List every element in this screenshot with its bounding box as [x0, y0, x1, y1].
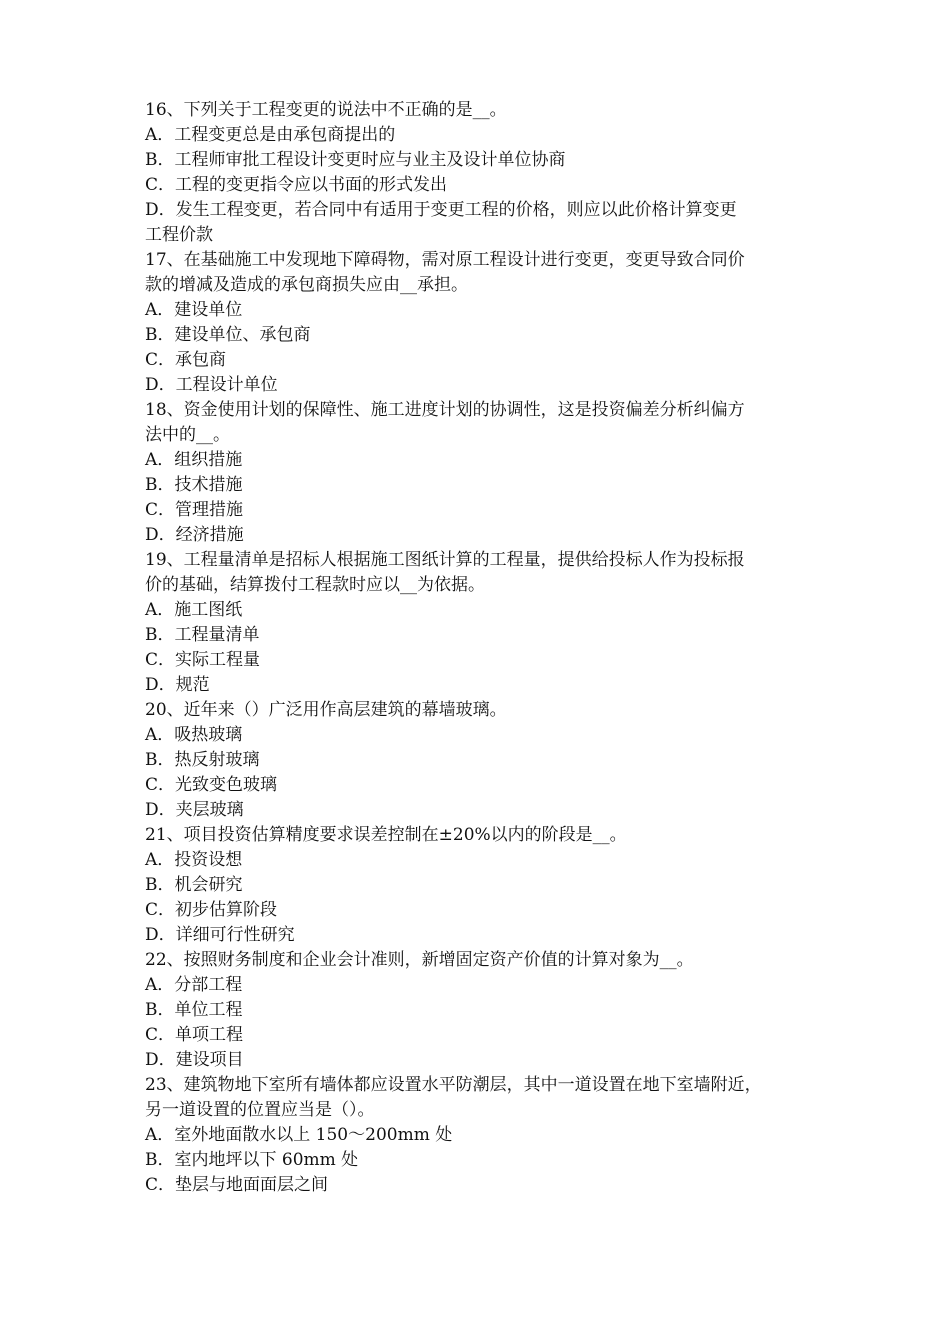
q21-option-b: B．机会研究 — [145, 875, 243, 895]
q16-option-c: C．工程的变更指令应以书面的形式发出 — [145, 175, 448, 195]
q23-option-c: C．垫层与地面面层之间 — [145, 1175, 329, 1195]
q23-option-a: A．室外地面散水以上 150～200mm 处 — [145, 1125, 453, 1145]
q16-option-d: D．发生工程变更，若合同中有适用于变更工程的价格，则应以此价格计算变更 — [145, 200, 737, 220]
q18-stem-cont: 法中的__。 — [145, 425, 230, 445]
q21-stem: 21、项目投资估算精度要求误差控制在±20%以内的阶段是__。 — [145, 825, 627, 845]
q19-stem-cont: 价的基础，结算拨付工程款时应以__为依据。 — [145, 575, 485, 595]
q23-option-b: B．室内地坪以下 60mm 处 — [145, 1150, 359, 1170]
q20-option-c: C．光致变色玻璃 — [145, 775, 278, 795]
q17-stem-cont: 款的增减及造成的承包商损失应由__承担。 — [145, 275, 468, 295]
q18-option-a: A．组织措施 — [145, 450, 243, 470]
q20-option-a: A．吸热玻璃 — [145, 725, 243, 745]
q20-option-b: B．热反射玻璃 — [145, 750, 260, 770]
q16-option-a: A．工程变更总是由承包商提出的 — [145, 125, 396, 145]
q17-stem: 17、在基础施工中发现地下障碍物，需对原工程设计进行变更，变更导致合同价 — [145, 250, 745, 270]
q22-option-d: D．建设项目 — [145, 1050, 244, 1070]
q17-option-a: A．建设单位 — [145, 300, 243, 320]
q21-option-d: D．详细可行性研究 — [145, 925, 295, 945]
q21-option-a: A．投资设想 — [145, 850, 243, 870]
q23-stem: 23、建筑物地下室所有墙体都应设置水平防潮层，其中一道设置在地下室墙附近， — [145, 1075, 762, 1095]
q18-stem: 18、资金使用计划的保障性、施工进度计划的协调性，这是投资偏差分析纠偏方 — [145, 400, 745, 420]
q19-option-b: B．工程量清单 — [145, 625, 260, 645]
q22-option-b: B．单位工程 — [145, 1000, 243, 1020]
q19-option-a: A．施工图纸 — [145, 600, 243, 620]
q19-option-c: C．实际工程量 — [145, 650, 261, 670]
q17-option-b: B．建设单位、承包商 — [145, 325, 311, 345]
q16-stem: 16、下列关于工程变更的说法中不正确的是__。 — [145, 100, 507, 120]
document-page — [145, 98, 815, 1198]
q16-option-d-cont: 工程价款 — [145, 225, 213, 245]
q20-stem: 20、近年来（）广泛用作高层建筑的幕墙玻璃。 — [145, 700, 507, 720]
q22-stem: 22、按照财务制度和企业会计准则，新增固定资产价值的计算对象为__。 — [145, 950, 694, 970]
q21-option-c: C．初步估算阶段 — [145, 900, 278, 920]
q22-option-a: A．分部工程 — [145, 975, 243, 995]
q17-option-d: D．工程设计单位 — [145, 375, 278, 395]
q20-option-d: D．夹层玻璃 — [145, 800, 244, 820]
q17-option-c: C．承包商 — [145, 350, 227, 370]
q23-stem-cont: 另一道设置的位置应当是（）。 — [145, 1100, 375, 1120]
q22-option-c: C．单项工程 — [145, 1025, 244, 1045]
q18-option-d: D．经济措施 — [145, 525, 244, 545]
q19-option-d: D．规范 — [145, 675, 210, 695]
q18-option-b: B．技术措施 — [145, 475, 243, 495]
q19-stem: 19、工程量清单是招标人根据施工图纸计算的工程量，提供给投标人作为投标报 — [145, 550, 745, 570]
q16-option-b: B．工程师审批工程设计变更时应与业主及设计单位协商 — [145, 150, 566, 170]
q18-option-c: C．管理措施 — [145, 500, 244, 520]
